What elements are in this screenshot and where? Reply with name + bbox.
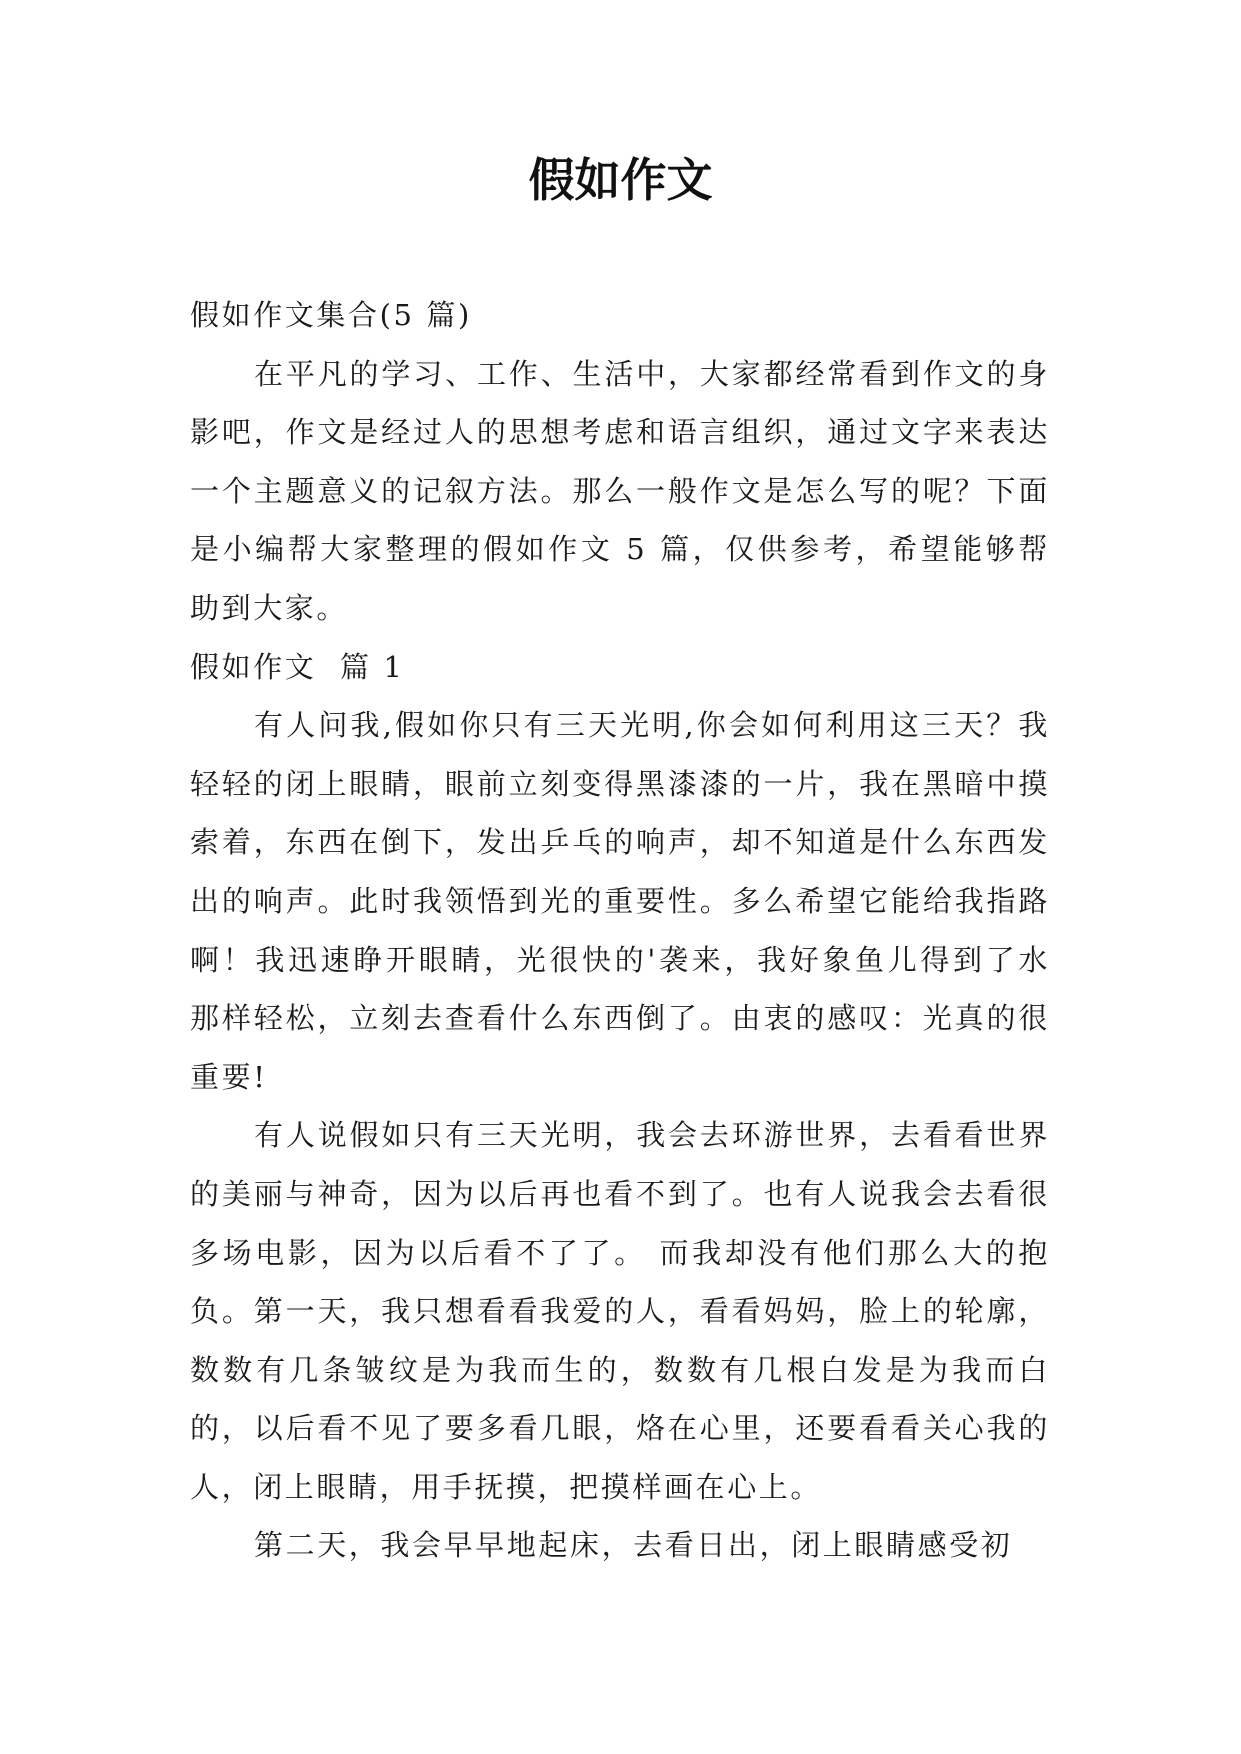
paragraph-2: 有人说假如只有三天光明，我会去环游世界，去看看世界的美丽与神奇，因为以后再也看不到了。也有人说我会去看很多场电影，因为以后看不了了。 而我却没有他们那么大的抱负。第一天，我只想看看我爱的人，看看妈妈，脸上的轮廓，数数有几条皱纹是为我而生的，数数有几根白发是为我而白的，以后看不见了要多看几眼，烙在心里，还要看看关心我的人，闭上眼睛，用手抚摸，把摸样画在心上。 bbox=[190, 1118, 1050, 1504]
intro-paragraph: 在平凡的学习、工作、生活中，大家都经常看到作文的身影吧，作文是经过人的思想考虑和语言组织，通过文字来表达一个主题意义的记叙方法。那么一般作文是怎么写的呢？下面是小编帮大家整理的假如作文 5 篇，仅供参考，希望能够帮助到大家。 bbox=[190, 356, 1050, 625]
paragraph-1: 有人问我,假如你只有三天光明,你会如何利用这三天？我轻轻的闭上眼睛，眼前立刻变得黑漆漆的一片，我在黑暗中摸索着，东西在倒下，发出乒乓的响声，却不知道是什么东西发出的响声。此时我领悟到光的重要性。多么希望它能给我指路啊！我迅速睁开眼睛，光很快的'袭来，我好象鱼儿得到了水那样轻松，立刻去查看什么东西倒了。由衷的感叹：光真的很重要! bbox=[190, 708, 1050, 1094]
document-body bbox=[190, 286, 1050, 1575]
section-heading: 假如作文 篇 1 bbox=[190, 649, 405, 684]
document-title: 假如作文 bbox=[528, 153, 713, 207]
paragraph-3: 第二天，我会早早地起床，去看日出，闭上眼睛感受初 bbox=[254, 1528, 1013, 1563]
collection-heading: 假如作文集合(5 篇) bbox=[190, 298, 472, 332]
